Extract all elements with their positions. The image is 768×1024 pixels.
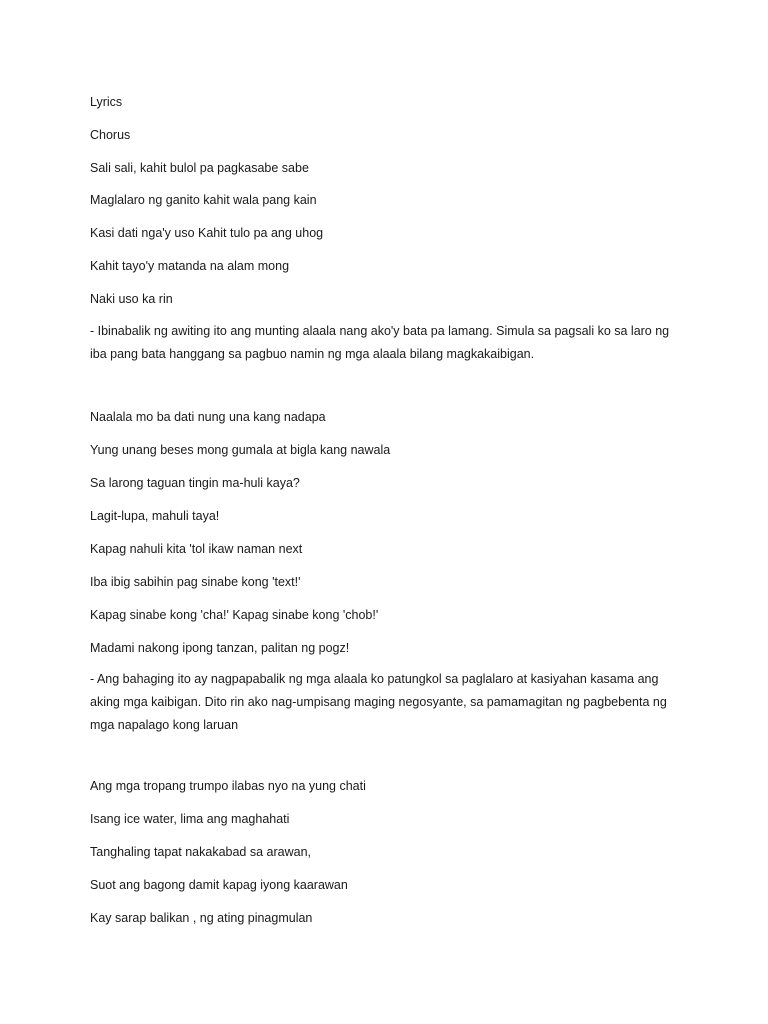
- chorus-line: Sali sali, kahit bulol pa pagkasabe sabe: [90, 161, 309, 175]
- verse-line: Isang ice water, lima ang maghahati: [90, 812, 290, 826]
- verse-line: Naalala mo ba dati nung una kang nadapa: [90, 410, 326, 424]
- chorus-line: Kasi dati nga'y uso Kahit tulo pa ang uhog: [90, 226, 324, 240]
- verse-line: Yung unang beses mong gumala at bigla kang nawala: [90, 443, 391, 457]
- commentary-paragraph: - Ang bahaging ito ay nagpapabalik ng mga alaala ko patungkol sa paglalaro at kasiyahan kasama ang aking mga kaibigan. Dito rin ako nag-umpisang maging negosyante, sa pamamagitan ng pagbebenta ng mga napalago kong laruan: [90, 672, 667, 732]
- chorus-line: Kahit tayo'y matanda na alam mong: [90, 259, 290, 273]
- verse-line: Suot ang bagong damit kapag iyong kaarawan: [90, 878, 348, 892]
- chorus-line: Naki uso ka rin: [90, 292, 173, 306]
- verse-line: Kapag nahuli kita 'tol ikaw naman next: [90, 542, 303, 556]
- verse-line: Iba ibig sabihin pag sinabe kong 'text!': [90, 575, 301, 589]
- lyrics-heading: Lyrics: [90, 95, 123, 109]
- verse-line: Lagit-lupa, mahuli taya!: [90, 509, 220, 523]
- verse-line: Madami nakong ipong tanzan, palitan ng pogz!: [90, 641, 350, 655]
- commentary-paragraph: - Ibinabalik ng awiting ito ang munting alaala nang ako'y bata pa lamang. Simula sa pagsali ko sa laro ng iba pang bata hanggang sa pagbuo namin ng mga alaala bilang magkakaibigan.: [90, 324, 670, 361]
- chorus-label: Chorus: [90, 128, 131, 142]
- verse-line: Tanghaling tapat nakakabad sa arawan,: [90, 845, 311, 859]
- verse-line: Sa larong taguan tingin ma-huli kaya?: [90, 476, 300, 490]
- verse-line: Kay sarap balikan , ng ating pinagmulan: [90, 911, 313, 925]
- chorus-line: Maglalaro ng ganito kahit wala pang kain: [90, 193, 317, 207]
- verse-line: Kapag sinabe kong 'cha!' Kapag sinabe kong 'chob!': [90, 608, 379, 622]
- verse-line: Ang mga tropang trumpo ilabas nyo na yung chati: [90, 779, 366, 793]
